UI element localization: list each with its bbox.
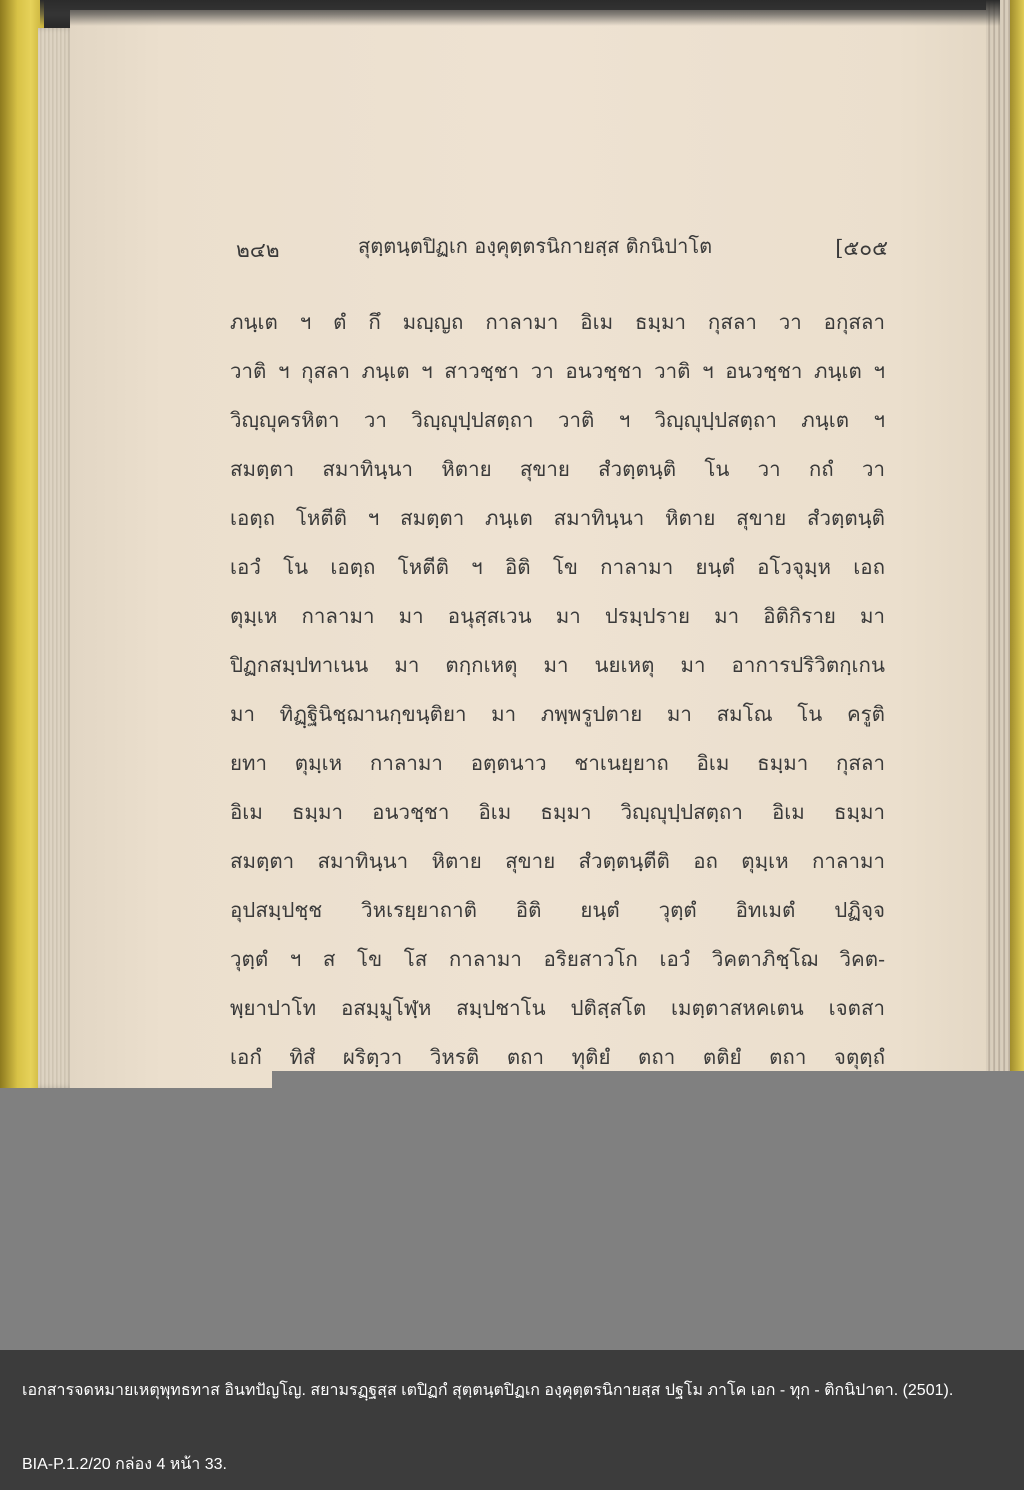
text-line: ตุมฺเห กาลามา มา อนุสฺสเวน มา ปรมฺปราย มา อิติกิราย มา [230, 604, 885, 628]
text-line: อิเม ธมฺมา อนวชฺชา อิเม ธมฺมา วิญฺญุปฺปสตฺถา อิเม ธมฺมา [230, 800, 885, 824]
text-line: ยทา ตุมฺเห กาลามา อตฺตนาว ชาเนยฺยาถ อิเม ธมฺมา กุสลา [230, 751, 885, 775]
gray-overlay [272, 1071, 1024, 1088]
text-line: สมตฺตา สมาทินฺนา หิตาย สุขาย สํวตฺตนฺตีติ อถ ตุมฺเห กาลามา [230, 849, 885, 873]
text-line: วุตฺตํ ฯ ส โข โส กาลามา อริยสาวโก เอวํ วิคตาภิชฺโฌ วิคต- [230, 947, 885, 971]
text-line: พฺยาปาโท อสมฺมูโฬฺห สมฺปชาโน ปติสฺสโต เมตฺตาสหคเตน เจตสา [230, 996, 885, 1020]
text-line: ภนฺเต ฯ ตํ กึ มญฺญถ กาลามา อิเม ธมฺมา กุสลา วา อกุสลา [230, 310, 885, 334]
section-number: [๕๐๕ [835, 236, 888, 260]
running-title: สุตฺตนฺตปิฏเก องฺคุตฺตรนิกายสฺส ติกนิปาโต [358, 234, 713, 258]
text-line: วิญฺญุครหิตา วา วิญฺญุปฺปสตฺถา วาติ ฯ วิญฺญุปฺปสตฺถา ภนฺเต ฯ [230, 408, 885, 432]
caption-bar [0, 1350, 1024, 1490]
text-line: สมตฺตา สมาทินฺนา หิตาย สุขาย สํวตฺตนฺติ โน วา กถํ วา [230, 457, 885, 481]
text-line: เอตฺถ โหตีติ ฯ สมตฺตา ภนฺเต สมาทินฺนา หิตาย สุขาย สํวตฺตนฺติ [230, 506, 885, 530]
caption-reference: BIA-P.1.2/20 กล่อง 4 หน้า 33. [22, 1456, 227, 1473]
text-line: มา ทิฏฺฐินิชฺฌานกฺขนฺติยา มา ภพฺพรูปตาย มา สมโณ โน ครูติ [230, 702, 885, 726]
page-header [228, 226, 888, 266]
text-line: วาติ ฯ กุสลา ภนฺเต ฯ สาวชฺชา วา อนวชฺชา วาติ ฯ อนวชฺชา ภนฺเต ฯ [230, 359, 885, 383]
top-shadow [40, 0, 1000, 26]
book-cover-right [1010, 0, 1024, 1088]
text-line: ปิฏกสมฺปทาเนน มา ตกฺกเหตุ มา นยเหตุ มา อาการปริวิตกฺเกน [230, 653, 885, 677]
text-line: เอกํ ทิสํ ผริตฺวา วิหรติ ตถา ทุติยํ ตถา ตติยํ ตถา จตุตฺถํ [230, 1045, 885, 1069]
caption-citation: เอกสารจดหมายเหตุพุทธทาส อินทปัญโญ. สยามรฏฺฐสฺส เตปิฏกํ สุตฺตนฺตปิฏเก องฺคุตฺตรนิกายสฺส ปฐโม ภาโค เอก - ทุก - ติกนิปาตา. (2501). [22, 1382, 954, 1399]
page-number: ๒๔๒ [236, 238, 280, 262]
text-line: อุปสมฺปชฺช วิหเรยฺยาถาติ อิติ ยนฺตํ วุตฺตํ อิทเมตํ ปฏิจฺจ [230, 898, 885, 922]
text-line: เอวํ โน เอตฺถ โหตีติ ฯ อิติ โข กาลามา ยนฺตํ อโวจุมฺห เอถ [230, 555, 885, 579]
body-text [230, 298, 885, 1082]
page-edges-left [38, 28, 74, 1088]
